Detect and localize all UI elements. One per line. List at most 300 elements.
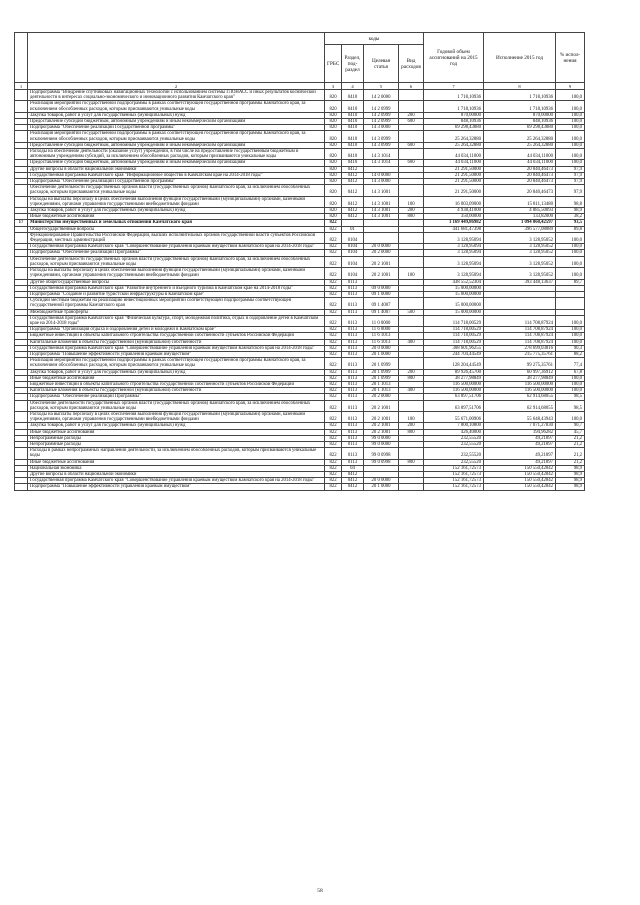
row-annual: 426,40000 — [424, 429, 484, 435]
row-annual: 15 000,00000 — [424, 285, 484, 291]
row-exec: 20 840,46473 — [484, 172, 556, 178]
row-vid: 100 — [399, 268, 424, 279]
row-target: 14 2 0999 — [364, 101, 399, 112]
row-razdel: 0104 — [342, 244, 364, 250]
table-row — [15, 101, 585, 112]
row-grbs: 822 — [325, 465, 342, 471]
row-annual: 3 128,95094 — [424, 232, 484, 243]
row-pct: 100,0 — [556, 388, 585, 394]
column-index: 9 — [556, 83, 585, 90]
row-grbs: 822 — [325, 388, 342, 394]
row-name: Расходы на обеспечение деятельности (оказание услуг) учреждений, в том числе на предоставление государственным бюджетным и автономным учреждениям субсидий, за исключением обособленных расходов, которым присваиваются уникальные коды — [28, 149, 325, 160]
row-annual: 15 000,00000 — [424, 309, 484, 315]
table-row — [15, 256, 585, 267]
row-annual: 21 291,50000 — [424, 166, 484, 172]
row-grbs: 822 — [325, 472, 342, 478]
table-row — [15, 411, 585, 422]
row-grbs: 822 — [325, 244, 342, 250]
row-number — [15, 185, 28, 196]
row-grbs: 820 — [325, 131, 342, 142]
row-annual: 44 034,11000 — [424, 160, 484, 166]
row-vid: 400 — [399, 339, 424, 345]
row-grbs: 822 — [325, 339, 342, 345]
row-razdel: 0412 — [342, 472, 364, 478]
row-razdel: 0410 — [342, 101, 364, 112]
row-annual: 44 034,11000 — [424, 149, 484, 160]
page-number: 58 — [317, 888, 323, 894]
row-pct: 97,9 — [556, 166, 585, 172]
row-grbs: 822 — [325, 298, 342, 309]
row-razdel: 0113 — [342, 435, 364, 441]
row-vid: 200 — [399, 208, 424, 214]
row-razdel: 0410 — [342, 160, 364, 166]
row-annual: 3 128,95094 — [424, 250, 484, 256]
row-pct: 100,0 — [556, 256, 585, 267]
row-target: 20 2 0000 — [364, 250, 399, 256]
budget-table-sheet — [14, 32, 584, 491]
row-name: Государственная программа Камчатского края "Совершенствование управления краевым имуществом Камчатского края на 2014-2018 годы" — [28, 478, 325, 484]
row-target: 14 2 0000 — [364, 90, 399, 101]
row-exec: 55 648,43943 — [484, 411, 556, 422]
row-annual: 232,55520 — [424, 435, 484, 441]
table-body — [15, 90, 585, 491]
row-pct: 98,9 — [556, 472, 585, 478]
row-name: Государственная программа Камчатского края "Развитие внутреннего и въездного туризма в Камчатском крае на 2014-2018 годы" — [28, 285, 325, 291]
row-annual: 3 128,95094 — [424, 268, 484, 279]
row-grbs: 822 — [325, 279, 342, 285]
column-index-row — [15, 83, 585, 90]
table-row — [15, 484, 585, 490]
row-razdel: 0412 — [342, 208, 364, 214]
row-annual: 114 718,00529 — [424, 339, 484, 345]
row-exec: 20 840,46473 — [484, 179, 556, 185]
row-razdel: 0113 — [342, 315, 364, 326]
row-pct: 100,0 — [556, 315, 585, 326]
row-exec: 215 775,35761 — [484, 351, 556, 357]
row-annual: 848,10936 — [424, 119, 484, 125]
row-razdel: 0412 — [342, 185, 364, 196]
header-grbs: ГРБС — [325, 45, 342, 83]
budget-table — [14, 32, 585, 491]
row-pct: 93,5 — [556, 220, 585, 226]
row-name: Подпрограмма "Организация отдыха и оздоровления детей и молодежи в Камчатском крае" — [28, 327, 325, 333]
row-pct: 97,9 — [556, 185, 585, 196]
row-name: Другие общегосударственные вопросы — [28, 279, 325, 285]
row-grbs: 822 — [325, 232, 342, 243]
row-annual: 441 681,47398 — [424, 226, 484, 232]
row-exec: 150 550,42842 — [484, 478, 556, 484]
row-target: 09 0 0000 — [364, 285, 399, 291]
row-exec: 25 264,32880 — [484, 142, 556, 148]
row-pct: 100,0 — [556, 244, 585, 250]
row-name: Национальная экономика — [28, 465, 325, 471]
row-pct: 100,0 — [556, 327, 585, 333]
row-pct: 100,0 — [556, 101, 585, 112]
row-exec: 3 128,95052 — [484, 256, 556, 267]
row-grbs: 822 — [325, 375, 342, 381]
row-exec: 848,10936 — [484, 119, 556, 125]
row-razdel: 0113 — [342, 459, 364, 465]
row-name: Иные бюджетные ассигнования — [28, 459, 325, 465]
row-pct: 100,0 — [556, 250, 585, 256]
row-razdel: 0410 — [342, 119, 364, 125]
row-grbs: 822 — [325, 351, 342, 357]
row-vid: 800 — [399, 214, 424, 220]
row-name: Государственная программа Камчатского края "Совершенствование управления краевым имуществом Камчатского края на 2014-2018 годы" — [28, 345, 325, 351]
row-annual: 116 500,00000 — [424, 388, 484, 394]
row-exec: 116 500,00000 — [484, 388, 556, 394]
row-number — [15, 268, 28, 279]
row-grbs: 822 — [325, 394, 342, 400]
header-razdel: Раздел, под-раздел — [342, 45, 364, 83]
row-vid — [399, 484, 424, 490]
row-name: Министерство имущественных и земельных отношений Камчатского края — [28, 220, 325, 226]
row-grbs: 820 — [325, 112, 342, 118]
row-number — [15, 90, 28, 101]
header-vid: Вид расходов — [399, 45, 424, 83]
row-target: 99 0 0000 — [364, 441, 399, 447]
row-razdel: 01 — [342, 226, 364, 232]
row-grbs: 822 — [325, 220, 342, 226]
row-vid — [399, 149, 424, 160]
row-razdel: 0113 — [342, 333, 364, 339]
row-target: 20 2 1001 — [364, 411, 399, 422]
row-razdel: 0113 — [342, 388, 364, 394]
row-pct: 100,0 — [556, 381, 585, 387]
row-pct: 21,2 — [556, 435, 585, 441]
row-number — [15, 400, 28, 411]
row-annual: 114 718,00529 — [424, 333, 484, 339]
row-annual: 152 161,72573 — [424, 465, 484, 471]
row-razdel: 0113 — [342, 411, 364, 422]
table-header — [15, 33, 585, 90]
row-vid — [399, 315, 424, 326]
row-pct: 100,0 — [556, 268, 585, 279]
row-pct: 98,9 — [556, 484, 585, 490]
row-annual: 3 128,95094 — [424, 244, 484, 250]
row-name: Другие вопросы в области национальной экономики — [28, 472, 325, 478]
row-exec: 114 708,87924 — [484, 315, 556, 326]
row-name: Закупка товаров, работ и услуг для государственных (муниципальных) нужд — [28, 112, 325, 118]
row-razdel: 0113 — [342, 291, 364, 297]
row-exec: 49,21897 — [484, 448, 556, 459]
row-pct: 21,2 — [556, 441, 585, 447]
row-vid — [399, 400, 424, 411]
table-row — [15, 196, 585, 207]
row-razdel: 0412 — [342, 478, 364, 484]
row-vid: 800 — [399, 459, 424, 465]
row-grbs: 820 — [325, 101, 342, 112]
row-vid — [399, 298, 424, 309]
table-row — [15, 298, 585, 309]
row-grbs: 822 — [325, 285, 342, 291]
row-annual: 114 718,00529 — [424, 327, 484, 333]
row-annual: 116 500,00000 — [424, 381, 484, 387]
row-exec: 69 298,43880 — [484, 125, 556, 131]
row-target: 20 2 1001 — [364, 256, 399, 267]
row-target: 14 2 0999 — [364, 119, 399, 125]
row-exec: 44 034,11000 — [484, 160, 556, 166]
row-razdel: 0113 — [342, 369, 364, 375]
row-number — [15, 411, 28, 422]
row-target: 14 3 0999 — [364, 131, 399, 142]
row-target: 20 1 0999 — [364, 369, 399, 375]
column-index: 1 — [15, 83, 28, 90]
row-annual: 232,55520 — [424, 441, 484, 447]
row-pct: 97,9 — [556, 172, 585, 178]
row-razdel: 0113 — [342, 448, 364, 459]
row-target: 20 2 0000 — [364, 394, 399, 400]
row-target: 09 1 4007 — [364, 298, 399, 309]
row-name: Подпрограмма "Повышение эффективности управления краевым имуществом" — [28, 484, 325, 490]
row-grbs: 822 — [325, 400, 342, 411]
row-razdel: 0113 — [342, 351, 364, 357]
row-exec: 114 708,87924 — [484, 333, 556, 339]
row-pct: 97,9 — [556, 179, 585, 185]
row-vid: 600 — [399, 142, 424, 148]
row-razdel: 0113 — [342, 309, 364, 315]
row-name: Подпрограмма "Обеспечение реализации Государственной программы" — [28, 179, 325, 185]
row-exec: 133,82000 — [484, 214, 556, 220]
row-exec: 870,00000 — [484, 112, 556, 118]
row-exec: 49,21897 — [484, 441, 556, 447]
row-exec: 38 277,98849 — [484, 375, 556, 381]
row-annual: 4 938,41000 — [424, 208, 484, 214]
row-annual: 232,55520 — [424, 459, 484, 465]
row-name: Субсидии местным бюджетам на реализацию инвестиционных мероприятий соответствующей подпрограммы соответствующей государственной программы Камчатского края — [28, 298, 325, 309]
header-num — [15, 33, 28, 83]
row-exec: 150 550,42842 — [484, 472, 556, 478]
row-exec: 194,96282 — [484, 429, 556, 435]
row-annual: 15 000,00000 — [424, 291, 484, 297]
row-annual: 232,55520 — [424, 448, 484, 459]
row-target: 20 0 0000 — [364, 244, 399, 250]
row-vid: 200 — [399, 369, 424, 375]
row-vid: 500 — [399, 309, 424, 315]
row-pct: 98,8 — [556, 196, 585, 207]
row-exec: 150 550,42842 — [484, 465, 556, 471]
row-razdel: 0113 — [342, 375, 364, 381]
row-pct: 100,0 — [556, 333, 585, 339]
row-exec: 1 718,10936 — [484, 90, 556, 101]
row-exec: 114 708,87924 — [484, 327, 556, 333]
row-annual: 152 161,72573 — [424, 478, 484, 484]
row-razdel: 0113 — [342, 327, 364, 333]
table-row — [15, 268, 585, 279]
row-target: 20 0 0000 — [364, 478, 399, 484]
row-exec: 15 811,13480 — [484, 196, 556, 207]
row-pct: 89,7 — [556, 279, 585, 285]
row-grbs: 822 — [325, 226, 342, 232]
row-target: 09 1 4007 — [364, 309, 399, 315]
row-vid — [399, 256, 424, 267]
row-grbs: 822 — [325, 250, 342, 256]
row-grbs: 822 — [325, 411, 342, 422]
row-razdel: 0410 — [342, 142, 364, 148]
row-name: Обеспечение деятельности государственных органов власти (государственных органов) Камчатского края, за исключением обособленных расходов, которым присваиваются уникальные коды — [28, 256, 325, 267]
row-exec: 49,21897 — [484, 435, 556, 441]
row-target: 20 1 1013 — [364, 381, 399, 387]
row-name: Бюджетные инвестиции в объекты капитального строительства государственной собственности субъектов Российской Федерации — [28, 333, 325, 339]
row-grbs: 822 — [325, 268, 342, 279]
row-razdel: 0412 — [342, 166, 364, 172]
column-index: 7 — [424, 83, 484, 90]
row-vid — [399, 185, 424, 196]
row-exec: 116 500,00000 — [484, 381, 556, 387]
row-pct: 100,0 — [556, 142, 585, 148]
table-row — [15, 400, 585, 411]
row-target: 20 2 1001 — [364, 400, 399, 411]
row-razdel: 0113 — [342, 429, 364, 435]
row-razdel: 0113 — [342, 298, 364, 309]
row-pct: 100,0 — [556, 131, 585, 142]
row-razdel: 0113 — [342, 345, 364, 351]
row-grbs: 820 — [325, 166, 342, 172]
row-grbs: 820 — [325, 125, 342, 131]
row-number — [15, 256, 28, 267]
row-pct: 100,0 — [556, 112, 585, 118]
row-target: 11 6 1013 — [364, 339, 399, 345]
row-number — [15, 448, 28, 459]
row-vid — [399, 131, 424, 142]
row-razdel: 0104 — [342, 232, 364, 243]
row-pct: 98,5 — [556, 400, 585, 411]
row-pct: 45,7 — [556, 429, 585, 435]
row-razdel: 0113 — [342, 394, 364, 400]
row-pct — [556, 298, 585, 309]
header-pct: % испол-нения — [556, 33, 585, 83]
row-name: Реализация мероприятий государственной подпрограммы в рамках соответствующей государственной программы Камчатского края, за исключением обособленных расходов, которым присваиваются уникальные коды — [28, 101, 325, 112]
row-grbs: 822 — [325, 291, 342, 297]
table-row — [15, 358, 585, 369]
row-pct: 98,9 — [556, 208, 585, 214]
header-exec: Исполнение 2015 год — [484, 33, 556, 83]
row-target: 14 3 0000 — [364, 125, 399, 131]
row-razdel: 0104 — [342, 256, 364, 267]
row-pct: 67,8 — [556, 369, 585, 375]
row-annual: 350,00000 — [424, 214, 484, 220]
row-exec: 3 128,95052 — [484, 244, 556, 250]
row-pct: 90,3 — [556, 345, 585, 351]
table-row — [15, 90, 585, 101]
row-pct: 21,2 — [556, 448, 585, 459]
table-row — [15, 149, 585, 160]
row-annual: 63 897,51706 — [424, 400, 484, 411]
row-vid: 600 — [399, 119, 424, 125]
row-razdel: 0113 — [342, 339, 364, 345]
row-razdel: 0113 — [342, 358, 364, 369]
row-target: 14 3 1014 — [364, 149, 399, 160]
row-pct: 100,0 — [556, 411, 585, 422]
row-number — [15, 315, 28, 326]
row-annual: 152 161,72573 — [424, 472, 484, 478]
row-pct: 100,0 — [556, 119, 585, 125]
row-grbs: 822 — [325, 484, 342, 490]
row-target: 20 2 1001 — [364, 429, 399, 435]
row-exec: 62 914,68055 — [484, 394, 556, 400]
row-name: Расходы на выплаты персоналу в целях обеспечения выполнения функций государственными (муниципальными) органами, казенными учреждениями, органами управления государственными внебюджетными фондами — [28, 196, 325, 207]
row-target: 14 3 0000 — [364, 179, 399, 185]
row-name: Реализация мероприятий государственной подпрограммы в рамках соответствующей государственной программы Камчатского края, за исключением обособленных расходов, которым присваиваются уникальные коды — [28, 358, 325, 369]
row-pct: 100,0 — [556, 125, 585, 131]
row-name: Подпрограмма "Обеспечение реализации Программы" — [28, 250, 325, 256]
row-name: Подпрограмма "Повышение эффективности управления краевым имуществом" — [28, 351, 325, 357]
row-annual: 438 552,52304 — [424, 279, 484, 285]
row-grbs: 820 — [325, 142, 342, 148]
row-razdel: 0410 — [342, 149, 364, 160]
row-name: Капитальные вложения в объекты государственной (муниципальной) собственности — [28, 339, 325, 345]
column-index: 8 — [484, 83, 556, 90]
row-exec: 396 577,08089 — [484, 226, 556, 232]
row-pct: 100,0 — [556, 149, 585, 160]
row-annual: 55 671,00906 — [424, 411, 484, 422]
row-name: Предоставление субсидий бюджетным, автономным учреждениям и иным некоммерческим организациям — [28, 142, 325, 148]
row-annual: 308 601,96255 — [424, 345, 484, 351]
row-number — [15, 358, 28, 369]
row-vid: 200 — [399, 423, 424, 429]
row-exec: 1 718,10936 — [484, 101, 556, 112]
row-target: 14 3 1001 — [364, 208, 399, 214]
row-razdel: 0104 — [342, 268, 364, 279]
row-exec — [484, 298, 556, 309]
row-razdel: 0412 — [342, 172, 364, 178]
row-annual: 21 291,50000 — [424, 179, 484, 185]
row-target: 14 0 0000 — [364, 172, 399, 178]
row-name: Общегосударственные вопросы — [28, 226, 325, 232]
row-annual: 15 000,00000 — [424, 298, 484, 309]
row-vid — [399, 358, 424, 369]
column-index: 3 — [325, 83, 342, 90]
row-annual: 7 800,10800 — [424, 423, 484, 429]
row-pct: 21,2 — [556, 459, 585, 465]
row-target: 11 6 1013 — [364, 333, 399, 339]
row-vid — [399, 101, 424, 112]
row-pct: 98,9 — [556, 478, 585, 484]
header-name — [28, 33, 325, 83]
row-name: Расходы на выплаты персоналу в целях обеспечения выполнения функций государственными (муниципальными) органами, казенными учреждениями, органами управления государственными внебюджетными фондами — [28, 411, 325, 422]
row-grbs: 822 — [325, 333, 342, 339]
row-vid: 100 — [399, 196, 424, 207]
row-exec: 3 128,95052 — [484, 268, 556, 279]
row-grbs: 822 — [325, 459, 342, 465]
row-name: Иные бюджетные ассигнования — [28, 429, 325, 435]
row-name: Бюджетные инвестиции в объекты капитального строительства государственной собственности субъектов Российской Федерации — [28, 381, 325, 387]
row-target: 14 3 1001 — [364, 185, 399, 196]
row-grbs: 822 — [325, 435, 342, 441]
header-codes-group: коды — [325, 33, 424, 45]
row-pct: 98,9 — [556, 465, 585, 471]
row-name: Реализация мероприятий государственной подпрограммы в рамках соответствующей государственной программы Камчатского края, за исключением обособленных расходов, которым присваиваются уникальные коды — [28, 131, 325, 142]
row-grbs: 822 — [325, 423, 342, 429]
row-exec: 3 128,95052 — [484, 250, 556, 256]
row-target: 11 0 0000 — [364, 315, 399, 326]
row-pct: 38,2 — [556, 214, 585, 220]
row-target: 09 1 0000 — [364, 291, 399, 297]
row-annual: 128 204,44549 — [424, 358, 484, 369]
row-name: Закупка товаров, работ и услуг для государственных (муниципальных) нужд — [28, 369, 325, 375]
row-annual: 21 291,50000 — [424, 172, 484, 178]
row-annual: 21 291,50000 — [424, 185, 484, 196]
row-name: Закупка товаров, работ и услуг для государственных (муниципальных) нужд — [28, 208, 325, 214]
row-grbs: 822 — [325, 369, 342, 375]
row-pct: 100,0 — [556, 232, 585, 243]
header-target: Целевая статья — [364, 45, 399, 83]
row-razdel: 04 — [342, 465, 364, 471]
row-number — [15, 101, 28, 112]
row-grbs: 822 — [325, 429, 342, 435]
table-row — [15, 232, 585, 243]
row-target: 20 1 0999 — [364, 358, 399, 369]
